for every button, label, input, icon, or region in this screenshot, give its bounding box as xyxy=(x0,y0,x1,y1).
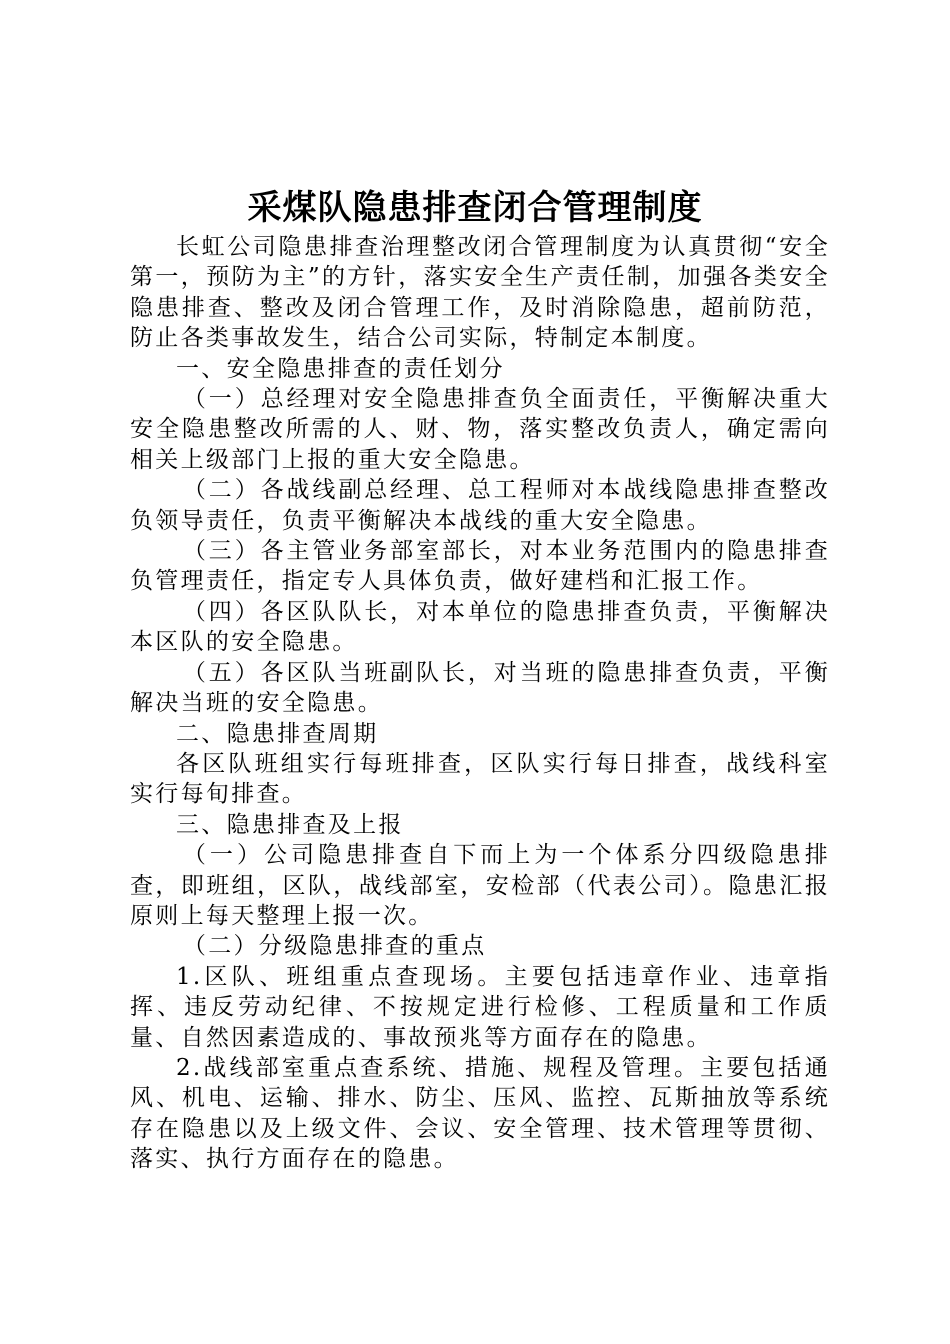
paragraph-1-3: （三）各主管业务部室部长，对本业务范围内的隐患排查负管理责任，指定专人具体负责，做好建档和汇报工作。 xyxy=(130,538,830,595)
section-heading-1: 一、安全隐患排查的责任划分 xyxy=(176,355,505,382)
paragraph-1-4: （四）各区队队长，对本单位的隐患排查负责，平衡解决本区队的安全隐患。 xyxy=(130,598,830,656)
paragraph-3-2: （二）分级隐患排查的重点 xyxy=(182,933,487,960)
document-title: 采煤队隐患排查闭合管理制度 xyxy=(247,188,703,228)
section-heading-2: 二、隐患排查周期 xyxy=(176,720,379,747)
intro-paragraph: 长虹公司隐患排查治理整改闭合管理制度为认真贯彻“安全第一，预防为主”的方针，落实安全生产责任制，加强各类安全隐患排查、整改及闭合管理工作，及时消除隐患，超前防范，防止各类事故发生，结合公司实际，特制定本制度。 xyxy=(130,234,830,352)
document-body xyxy=(130,232,830,1175)
paragraph-3-1: （一）公司隐患排查自下而上为一个体系分四级隐患排查，即班组，区队，战线部室，安检部（代表公司）。隐患汇报原则上每天整理上报一次。 xyxy=(130,842,830,929)
paragraph-2: 各区队班组实行每班排查，区队实行每日排查，战线科室实行每旬排查。 xyxy=(130,750,830,808)
paragraph-1-2: （二）各战线副总经理、总工程师对本战线隐患排查整改负领导责任，负责平衡解决本战线的重大安全隐患。 xyxy=(130,477,830,534)
section-heading-3: 三、隐患排查及上报 xyxy=(176,811,404,838)
paragraph-1-1: （一）总经理对安全隐患排查负全面责任，平衡解决重大安全隐患整改所需的人、财、物，落实整改负责人，确定需向相关上级部门上报的重大安全隐患。 xyxy=(130,386,830,473)
paragraph-1-5: （五）各区队当班副队长，对当班的隐患排查负责，平衡解决当班的安全隐患。 xyxy=(130,659,830,717)
paragraph-3-2-1: 1.区队、班组重点查现场。主要包括违章作业、违章指挥、违反劳动纪律、不按规定进行检修、工程质量和工作质量、自然因素造成的、事故预兆等方面存在的隐患。 xyxy=(130,963,830,1051)
paragraph-3-2-2: 2.战线部室重点查系统、措施、规程及管理。主要包括通风、机电、运输、排水、防尘、压风、监控、瓦斯抽放等系统存在隐患以及上级文件、会议、安全管理、技术管理等贯彻、落实、执行方面存在的隐患。 xyxy=(130,1054,830,1173)
